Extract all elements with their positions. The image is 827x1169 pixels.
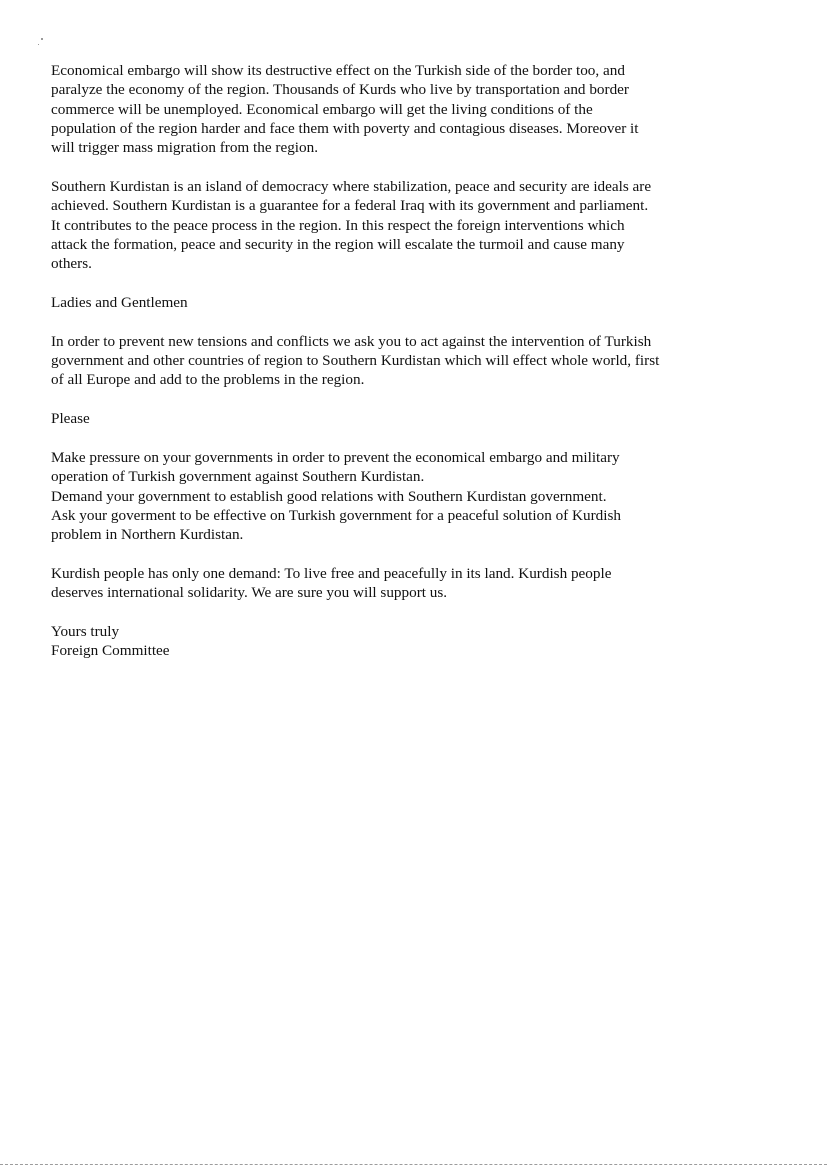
text-line: will trigger mass migration from the region. — [51, 139, 318, 157]
text-line: Ask your goverment to be effective on Turkish government for a peaceful solution of Kurdish — [51, 506, 621, 524]
paragraph-demand — [51, 564, 731, 603]
text-line: Demand your government to establish good relations with Southern Kurdistan government. — [51, 487, 607, 505]
paragraph-action-items — [51, 448, 731, 544]
text-line: Economical embargo will show its destructive effect on the Turkish side of the border too, and — [51, 62, 625, 79]
text-line: problem in Northern Kurdistan. — [51, 526, 244, 544]
text-line: government and other countries of region to Southern Kurdistan which will effect whole world, first — [51, 352, 660, 370]
text-line: paralyze the economy of the region. Thousands of Kurds who live by transportation and border — [51, 81, 629, 99]
paragraph-embargo-effects — [51, 61, 731, 157]
text-line: of all Europe and add to the problems in the region. — [51, 371, 365, 389]
paragraph-please — [51, 409, 731, 428]
text-line: Southern Kurdistan is an island of democracy where stabilization, peace and security are ideals are — [51, 177, 652, 195]
text-line: attack the formation, peace and security in the region will escalate the turmoil and cause many — [51, 235, 625, 253]
scan-speck — [41, 38, 43, 40]
signatory-line: Foreign Committee — [51, 642, 170, 660]
paragraph-southern-kurdistan — [51, 177, 731, 273]
text-line: In order to prevent new tensions and conflicts we ask you to act against the intervention of Turkish — [51, 332, 652, 350]
scan-bottom-edge — [0, 1164, 827, 1165]
letter-body — [51, 61, 731, 680]
text-line: commerce will be unemployed. Economical embargo will get the living conditions of the — [51, 100, 593, 118]
paragraph-salutation — [51, 293, 731, 312]
text-line: Please — [51, 410, 90, 428]
paragraph-request — [51, 332, 731, 390]
text-line: Kurdish people has only one demand: To live free and peacefully in its land. Kurdish people — [51, 564, 612, 582]
text-line: operation of Turkish government against Southern Kurdistan. — [51, 468, 425, 486]
text-line: Ladies and Gentlemen — [51, 293, 188, 311]
text-line: others. — [51, 255, 92, 273]
closing-line: Yours truly — [51, 623, 120, 641]
scan-speck — [38, 44, 39, 45]
text-line: population of the region harder and face them with poverty and contagious diseases. Moreover it — [51, 119, 639, 137]
text-line: achieved. Southern Kurdistan is a guarantee for a federal Iraq with its government and parliament. — [51, 197, 649, 215]
paragraph-signature — [51, 622, 731, 661]
text-line: deserves international solidarity. We are sure you will support us. — [51, 584, 448, 602]
text-line: It contributes to the peace process in the region. In this respect the foreign interventions which — [51, 216, 625, 234]
text-line: Make pressure on your governments in order to prevent the economical embargo and military — [51, 448, 620, 466]
